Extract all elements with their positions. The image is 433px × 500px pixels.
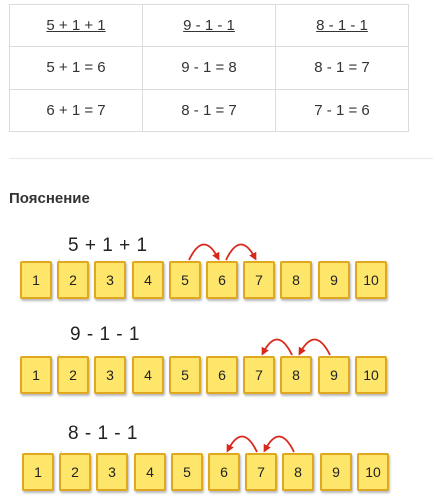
number-card: 2 (59, 453, 91, 491)
number-card: 3 (94, 261, 126, 299)
table-row (10, 47, 409, 89)
number-card: 5 (169, 261, 201, 299)
table-cell: 9 - 1 = 8 (143, 47, 276, 89)
number-card: 9 (318, 261, 350, 299)
example-expression: 9 - 1 - 1 (70, 324, 140, 345)
hop-arrow (189, 244, 218, 260)
hop-arrow (265, 436, 294, 452)
number-card: 4 (132, 261, 164, 299)
number-card: 7 (243, 261, 275, 299)
number-card: 4 (132, 356, 164, 394)
number-card: 1 (20, 261, 52, 299)
table-cell: 7 - 1 = 6 (276, 89, 409, 131)
number-card: 5 (169, 356, 201, 394)
table-cell: 8 - 1 = 7 (276, 47, 409, 89)
table-cell (276, 5, 409, 47)
number-card: 3 (94, 356, 126, 394)
table-cell: 5 + 1 = 6 (10, 47, 143, 89)
header-expression: 8 - 1 - 1 (316, 17, 368, 35)
number-card: 10 (355, 261, 387, 299)
number-card: 9 (320, 453, 352, 491)
number-card: 7 (245, 453, 277, 491)
number-card: 2 (57, 261, 89, 299)
table-cell: 8 - 1 = 7 (143, 89, 276, 131)
hop-arrow (300, 339, 330, 355)
number-card: 3 (96, 453, 128, 491)
table-row (10, 89, 409, 131)
expression-table (9, 4, 409, 132)
number-card: 9 (318, 356, 350, 394)
number-card: 8 (280, 261, 312, 299)
table-header-row (10, 5, 409, 47)
number-card: 6 (208, 453, 240, 491)
number-card: 5 (171, 453, 203, 491)
number-card: 10 (357, 453, 389, 491)
number-card: 1 (22, 453, 54, 491)
table-cell (143, 5, 276, 47)
number-card: 6 (206, 356, 238, 394)
table-cell (10, 5, 143, 47)
number-card: 10 (355, 356, 387, 394)
hop-arrow (226, 244, 255, 260)
number-card: 2 (57, 356, 89, 394)
section-title: Пояснение (9, 190, 90, 207)
number-card: 1 (20, 356, 52, 394)
example-expression: 8 - 1 - 1 (68, 423, 138, 444)
header-expression: 9 - 1 - 1 (183, 17, 235, 35)
number-card: 7 (243, 356, 275, 394)
number-card: 8 (280, 356, 312, 394)
header-expression: 5 + 1 + 1 (46, 17, 106, 35)
hop-arrow (263, 339, 292, 355)
table-cell: 6 + 1 = 7 (10, 89, 143, 131)
section-divider (9, 158, 433, 159)
number-card: 6 (206, 261, 238, 299)
hop-arrow (228, 436, 257, 452)
number-card: 4 (134, 453, 166, 491)
number-card: 8 (282, 453, 314, 491)
example-expression: 5 + 1 + 1 (68, 235, 148, 256)
